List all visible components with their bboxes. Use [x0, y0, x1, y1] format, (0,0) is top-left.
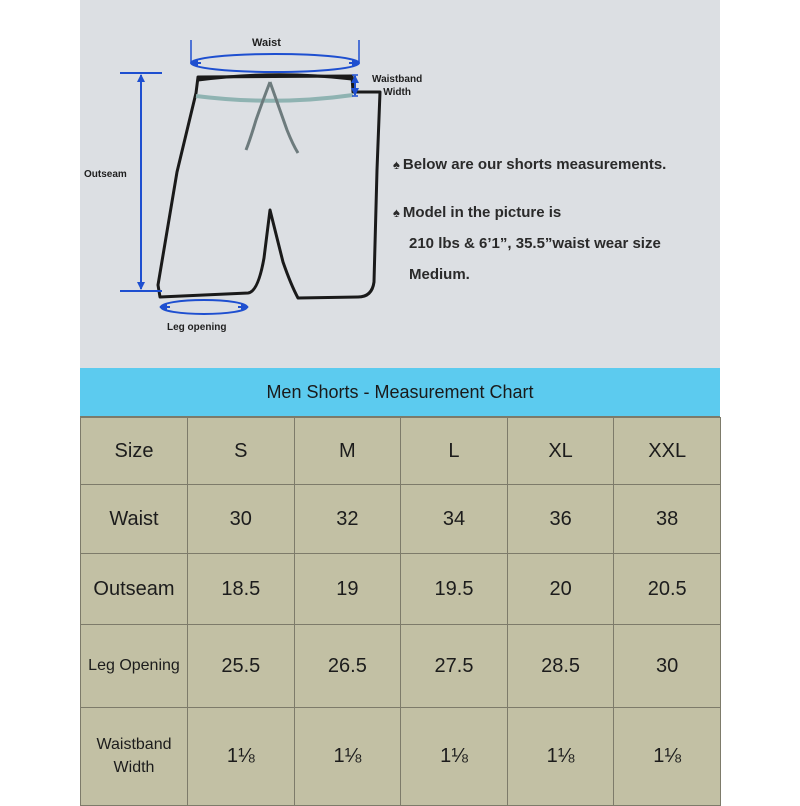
- note-text-1: Below are our shorts measurements.: [402, 156, 667, 173]
- value-cell: 25.5: [188, 625, 295, 708]
- value-cell: 20.5: [614, 554, 721, 625]
- row-label: Waistband Width: [81, 708, 188, 806]
- value-cell: 30: [614, 625, 721, 708]
- row-label: Outseam: [81, 554, 188, 625]
- leg-opening-label: Leg opening: [167, 322, 227, 333]
- value-cell: 36: [507, 485, 614, 554]
- size-cell: M: [294, 418, 401, 485]
- value-cell: 19.5: [401, 554, 508, 625]
- waistband-width-label: Waistband Width: [372, 74, 423, 98]
- size-table: [80, 417, 721, 806]
- waist-label: Waist: [252, 37, 281, 49]
- shorts-diagram: [80, 0, 720, 368]
- table-row: [81, 708, 721, 806]
- leg-opening-ellipse: [161, 300, 247, 314]
- measurement-chart: [80, 368, 720, 800]
- value-cell: 32: [294, 485, 401, 554]
- size-cell: L: [401, 418, 508, 485]
- value-cell: 28.5: [507, 625, 614, 708]
- size-cell: XXL: [614, 418, 721, 485]
- diagram-panel: [80, 0, 720, 368]
- value-cell: 18.5: [188, 554, 295, 625]
- value-cell: 27.5: [401, 625, 508, 708]
- row-label: Waist: [81, 485, 188, 554]
- outseam-label: Outseam: [84, 169, 127, 180]
- value-cell: 1⅛: [507, 708, 614, 806]
- value-cell: 30: [188, 485, 295, 554]
- waist-arrow-ellipse: [191, 54, 359, 72]
- drawstring-left: [246, 82, 270, 150]
- value-cell: 20: [507, 554, 614, 625]
- value-cell: 1⅛: [188, 708, 295, 806]
- header-label: Size: [81, 418, 188, 485]
- note-line-3: 210 lbs & 6’1”, 35.5”waist wear size: [409, 235, 661, 252]
- table-row: [81, 625, 721, 708]
- table-row: [81, 554, 721, 625]
- value-cell: 19: [294, 554, 401, 625]
- table-row: [81, 485, 721, 554]
- value-cell: 1⅛: [614, 708, 721, 806]
- chart-title: Men Shorts - Measurement Chart: [80, 368, 720, 417]
- shorts-outline: [158, 76, 380, 298]
- row-label: Leg Opening: [81, 625, 188, 708]
- value-cell: 26.5: [294, 625, 401, 708]
- value-cell: 34: [401, 485, 508, 554]
- spade-icon: ♠: [393, 205, 400, 220]
- value-cell: 1⅛: [401, 708, 508, 806]
- value-cell: 1⅛: [294, 708, 401, 806]
- note-text-2: Model in the picture is: [402, 204, 562, 221]
- note-line-1: [393, 157, 666, 172]
- size-cell: XL: [507, 418, 614, 485]
- spade-icon: ♠: [393, 157, 400, 172]
- value-cell: 38: [614, 485, 721, 554]
- drawstring-right: [270, 82, 298, 153]
- note-line-4: Medium.: [409, 266, 470, 283]
- table-header-row: [81, 418, 721, 485]
- size-cell: S: [188, 418, 295, 485]
- note-line-2: [393, 205, 561, 220]
